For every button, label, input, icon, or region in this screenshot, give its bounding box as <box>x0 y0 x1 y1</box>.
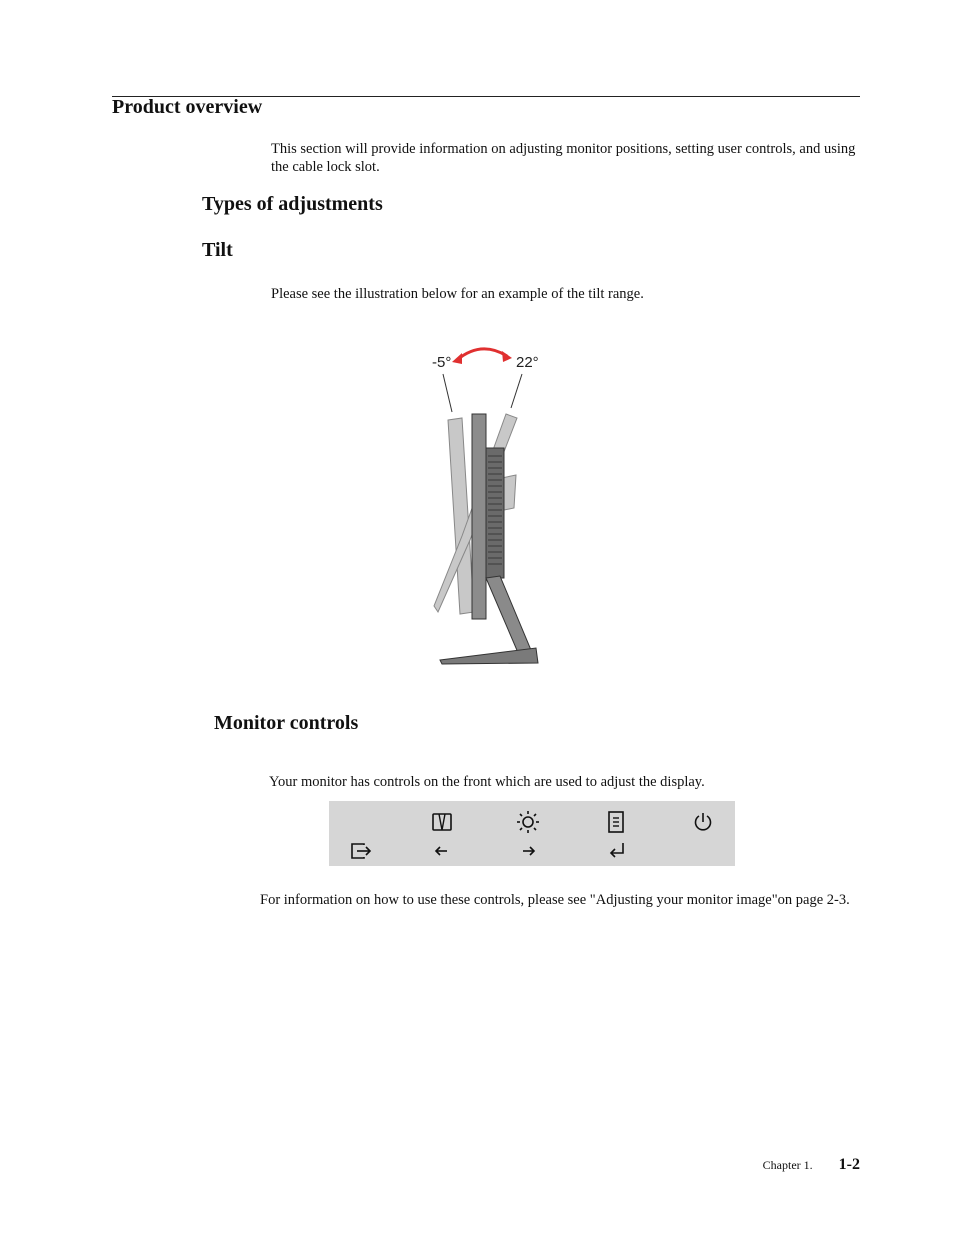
tilt-arc-arrow <box>457 349 507 360</box>
tilt-min-label: -5° <box>432 354 452 371</box>
adjustments-heading: Types of adjustments <box>202 193 383 215</box>
controls-info: For information on how to use these controls, please see "Adjusting your monitor image"on page 2-3. <box>260 892 850 908</box>
left-arrow-icon <box>433 845 449 857</box>
tilt-description: Please see the illustration below for an example of the tilt range. <box>271 286 644 302</box>
stand-base <box>440 648 538 664</box>
monitor-control-panel <box>329 801 735 866</box>
tilt-heading: Tilt <box>202 239 233 261</box>
tilt-max-label: 22° <box>516 354 539 371</box>
brightness-icon <box>516 810 540 834</box>
monitor-controls-heading: Monitor controls <box>214 712 359 734</box>
exit-icon <box>349 841 373 861</box>
enter-button[interactable] <box>605 839 629 861</box>
menu-button[interactable] <box>603 809 629 835</box>
controls-description: Your monitor has controls on the front which are used to adjust the display. <box>269 774 705 790</box>
exit-button[interactable] <box>348 839 374 863</box>
arrow-head-right <box>502 351 512 362</box>
power-icon <box>693 811 713 833</box>
section-intro: This section will provide information on adjusting monitor positions, setting user controls, and using the cable lock slot. <box>271 141 856 175</box>
monitor-panel <box>472 414 486 619</box>
section-title: Product overview <box>112 96 263 118</box>
menu-icon <box>606 810 626 834</box>
chapter-label: Chapter 1. <box>762 1158 813 1172</box>
arrow-head-left <box>452 353 462 364</box>
left-arrow-button[interactable] <box>429 841 453 861</box>
right-arrow-icon <box>521 845 537 857</box>
pointer-line-left <box>443 374 452 412</box>
right-arrow-button[interactable] <box>517 841 541 861</box>
page-number: 1-2 <box>838 1156 860 1173</box>
pointer-line-right <box>511 374 522 408</box>
power-button[interactable] <box>691 810 715 834</box>
monitor-side-view <box>410 340 570 670</box>
image-setup-button[interactable] <box>429 809 455 835</box>
tilt-illustration <box>410 340 570 670</box>
image-setup-icon <box>431 811 453 833</box>
page-footer <box>763 1156 860 1174</box>
brightness-button[interactable] <box>515 809 541 835</box>
enter-icon <box>608 841 626 859</box>
